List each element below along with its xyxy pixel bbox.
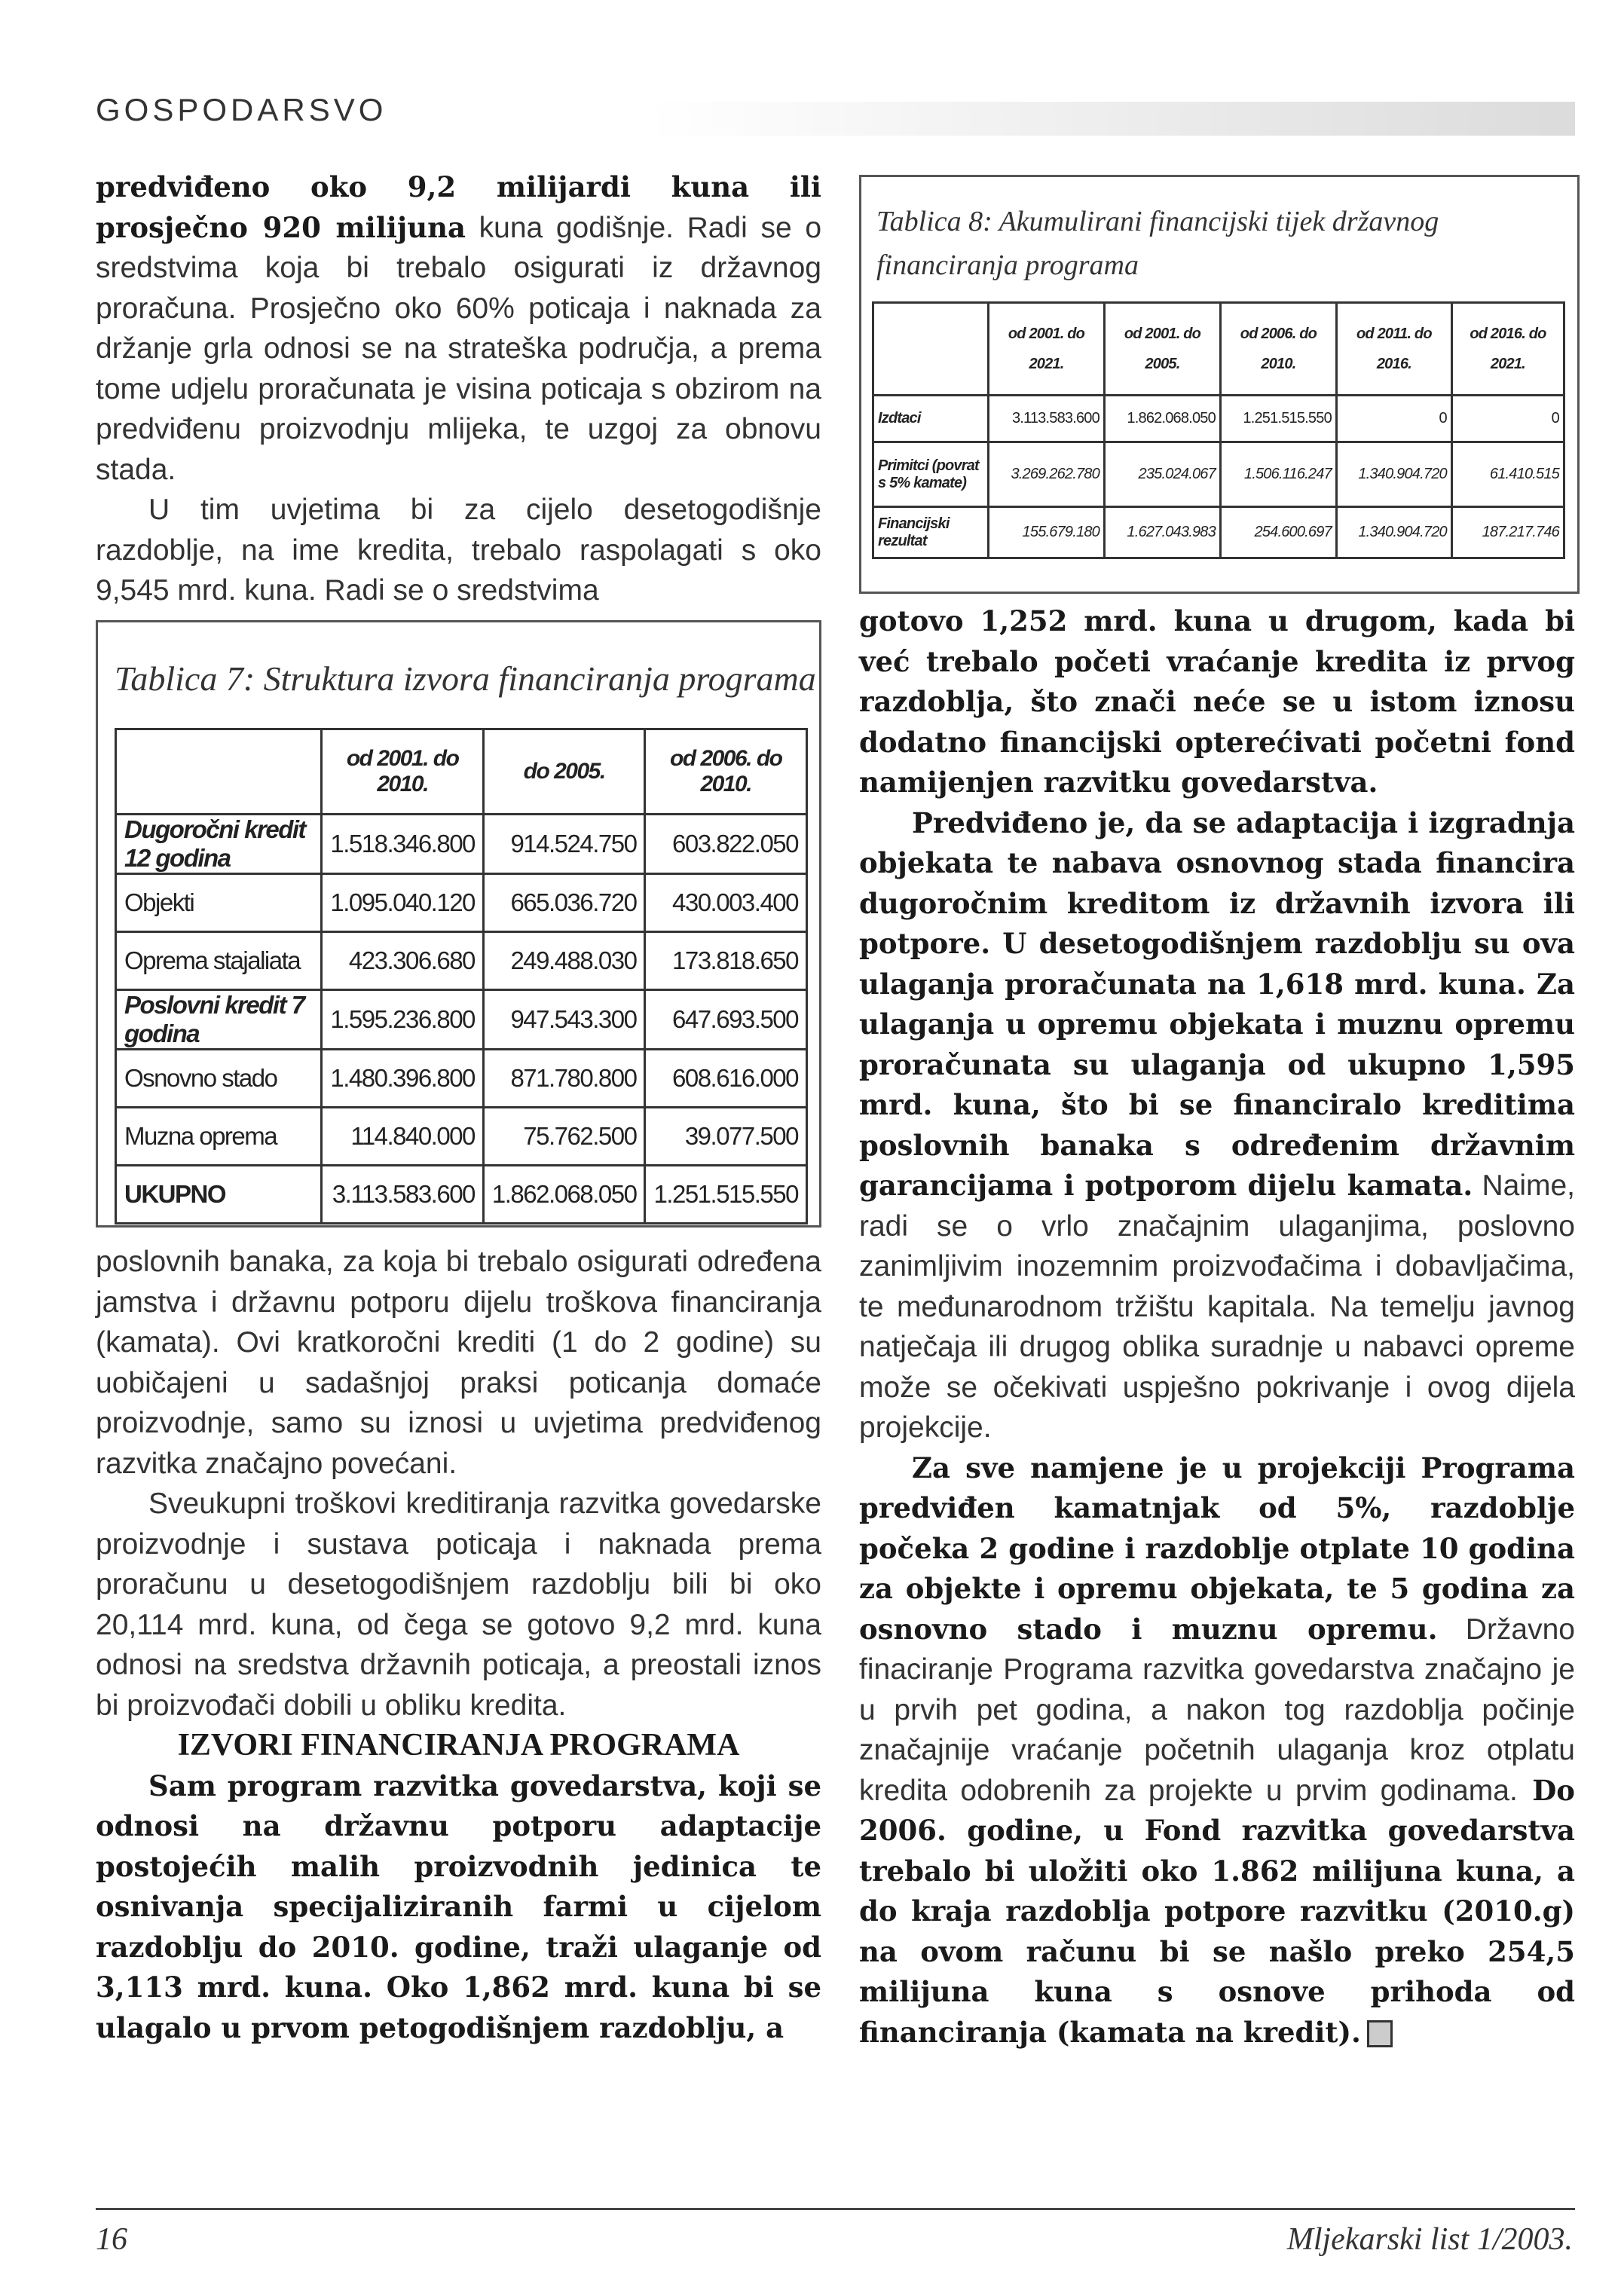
cell: 1.506.116.247	[1220, 442, 1336, 507]
cell: 665.036.720	[483, 874, 645, 932]
table-row	[873, 507, 1564, 558]
cell: 0	[1451, 396, 1564, 442]
cell: 1.251.515.550	[645, 1166, 807, 1224]
paragraph: gotovo 1,252 mrd. kuna u drugom, kada bi već trebalo početi vraćanje kredita iz prvog razdoblja, što znači neće se u istom iznosu dodatno financijski opterećivati početni fond namijenjen razvitku govedarstva.	[859, 604, 1575, 799]
header-cell	[873, 303, 989, 396]
table-8-box	[859, 175, 1580, 594]
table-header-row	[116, 729, 807, 815]
cell: 0	[1336, 396, 1451, 442]
paragraph	[859, 803, 1575, 1448]
header-cell: od 2006. do 2010.	[1220, 303, 1336, 396]
header-cell: od 2001. do 2005.	[1104, 303, 1220, 396]
table-7	[115, 728, 808, 1224]
right-column	[859, 601, 1575, 2053]
cell: 254.600.697	[1220, 507, 1336, 558]
table-row	[873, 396, 1564, 442]
paragraph	[859, 1448, 1575, 2053]
header-cell: od 2006. do 2010.	[645, 729, 807, 815]
table-row	[116, 1108, 807, 1166]
row-label: Osnovno stado	[116, 1050, 322, 1108]
cell: 114.840.000	[322, 1108, 484, 1166]
cell: 1.627.043.983	[1104, 507, 1220, 558]
paragraph: U tim uvjetima bi za cijelo desetogodišnje razdoblje, na ime kredita, trebalo raspolagati s oko 9,545 mrd. kuna. Radi se o sredstvima	[96, 494, 821, 607]
row-label: Primitci (povrat s 5% kamate)	[873, 442, 989, 507]
row-label: Objekti	[116, 874, 322, 932]
text: Državno finaciranje Programa razvitka govedarstva značajno je u prvih pet godina, a nakon tog razdoblja počinje značajnije vraćanje početnih ulaganja kroz otplatu kredita odobrenih za projekte u prvim godinama.	[859, 1613, 1575, 1807]
paragraph	[96, 167, 821, 490]
text: kuna godišnje. Radi se o sredstvima koja bi trebalo osigurati iz državnog proračuna. Prosječno oko 60% poticaja i naknada za držanje grla odnosi se na strateška područja, a prema tome udjelu proračunata je visina poticaja s obzirom na predviđenu proizvodnju mlijeka, te uzgoj za obnovu stada.	[96, 211, 822, 486]
cell: 430.003.400	[645, 874, 807, 932]
cell: 871.780.800	[483, 1050, 645, 1108]
left-column-top	[96, 167, 821, 611]
row-label: Financijski rezultat	[873, 507, 989, 558]
page-number: 16	[96, 2222, 127, 2257]
row-label: Oprema stajaliata	[116, 932, 322, 990]
table-8-title: Tablica 8: Akumulirani financijski tijek državnog financiranja programa	[876, 206, 1439, 281]
table-row	[116, 1050, 807, 1108]
bold-text: Predviđeno je, da se adaptacija i izgradnja objekata te nabava osnovnog stada financira dugoročnim kreditom iz državnih izvora ili potpore. U desetogodišnjem razdoblju su ova ulaganja proračunata na 1,618 mrd. kuna. Za ulaganja u opremu objekata i muznu opremu proračunata su ulaganja od ukupno 1,595 mrd. kuna, što bi se financiralo kreditima poslovnih banaka s određenim državnim garancijama i potporom dijelu kamata.	[859, 806, 1575, 1202]
bold-text: Za sve namjene je u projekciji Programa predviđen kamatnjak od 5%, razdoblje počeka 2 godine i razdoblje otplate 10 godina za objekte i opremu objekata, te 5 godina za osnovno stado i muznu opremu.	[859, 1451, 1575, 1646]
bold-text: Do 2006. godine, u Fond razvitka govedarstva trebalo bi uložiti oko 1.862 milijuna kuna, a do kraja razdoblja potpore razvitku (2010.g) na ovom računu bi se našlo preko 254,5 milijuna kuna s osnove prihoda od financiranja (kamata na kredit).	[859, 1773, 1575, 2049]
row-label: Dugoročni kredit 12 godina	[116, 815, 322, 874]
paragraph: Sveukupni troškovi kreditiranja razvitka govedarske proizvodnje i sustava poticaja i naknada prema proračunu u desetogodišnjem razdoblju bili bi oko 20,114 mrd. kuna, od čega se gotovo 9,2 mrd. kuna odnosi na sredstva državnih poticaja, a preostali iznos bi proizvođači dobili u obliku kredita.	[96, 1487, 821, 1722]
cell: 1.340.904.720	[1336, 442, 1451, 507]
cell: 3.113.583.600	[322, 1166, 484, 1224]
text: Naime, radi se o vrlo značajnim ulaganjima, poslovno zanimljivim inozemnim proizvođačima i dobavljačima, te međunarodnom tržištu kapitala. Na temelju javnog natječaja ili drugog oblika suradnje u nabavci opreme može se očekivati uspješno pokrivanje i ovog dijela projekcije.	[859, 1169, 1575, 1444]
cell: 235.024.067	[1104, 442, 1220, 507]
table-row	[116, 990, 807, 1050]
cell: 1.518.346.800	[322, 815, 484, 874]
table-row	[116, 932, 807, 990]
cell: 1.862.068.050	[483, 1166, 645, 1224]
header-cell: od 2011. do 2016.	[1336, 303, 1451, 396]
cell: 608.616.000	[645, 1050, 807, 1108]
row-label: Poslovni kredit 7 godina	[116, 990, 322, 1050]
section-heading: IZVORI FINANCIRANJA PROGRAMA	[177, 1728, 740, 1763]
table-header-row	[873, 303, 1564, 396]
header-cell: od 2001. do 2021.	[989, 303, 1105, 396]
left-column-bottom	[96, 1242, 821, 2048]
paragraph: poslovnih banaka, za koja bi trebalo osigurati određena jamstva i državnu potporu dijelu troškova financiranja (kamata). Ovi kratkoročni krediti (1 do 2 godine) su uobičajeni u sadašnjoj praksi poticanja domaće proizvodnje, samo su iznosi u uvjetima predviđenog razvitka značajno povećani.	[96, 1246, 821, 1480]
footer-divider	[96, 2208, 1575, 2210]
cell: 1.595.236.800	[322, 990, 484, 1050]
cell: 3.269.262.780	[989, 442, 1105, 507]
cell: 155.679.180	[989, 507, 1105, 558]
paragraph: Sam program razvitka govedarstva, koji se odnosi na državnu potporu adaptacije postojećih malih proizvodnih jedinica te osnivanja specijaliziranih farmi u cijelom razdoblju do 2010. godine, traži ulaganje od 3,113 mrd. kuna. Oko 1,862 mrd. kuna bi se ulagalo u prvom petogodišnjem razdoblju, a	[96, 1769, 821, 2044]
cell: 1.340.904.720	[1336, 507, 1451, 558]
cell: 1.480.396.800	[322, 1050, 484, 1108]
header-cell: od 2001. do 2010.	[322, 729, 484, 815]
end-of-article-icon	[1367, 2020, 1393, 2047]
cell: 61.410.515	[1451, 442, 1564, 507]
table-row	[873, 442, 1564, 507]
table-row	[116, 874, 807, 932]
section-header: GOSPODARSVO	[96, 92, 387, 127]
cell: 1.862.068.050	[1104, 396, 1220, 442]
cell: 1.251.515.550	[1220, 396, 1336, 442]
publication-name: Mljekarski list 1/2003.	[1286, 2222, 1573, 2257]
cell: 39.077.500	[645, 1108, 807, 1166]
cell: 423.306.680	[322, 932, 484, 990]
cell: 1.095.040.120	[322, 874, 484, 932]
cell: 603.822.050	[645, 815, 807, 874]
cell: 947.543.300	[483, 990, 645, 1050]
cell: 75.762.500	[483, 1108, 645, 1166]
cell: 914.524.750	[483, 815, 645, 874]
table-7-box	[96, 620, 821, 1228]
table-row	[116, 815, 807, 874]
row-label: Muzna oprema	[116, 1108, 322, 1166]
table-7-title: Tablica 7: Struktura izvora financiranja programa	[115, 659, 816, 698]
header-shade-bar	[648, 102, 1575, 136]
header-cell: do 2005.	[483, 729, 645, 815]
cell: 249.488.030	[483, 932, 645, 990]
row-label: UKUPNO	[116, 1166, 322, 1224]
bold-text: predviđeno oko 9,2 milijardi kuna ili prosječno 920 milijuna	[96, 170, 821, 244]
cell: 187.217.746	[1451, 507, 1564, 558]
row-label: Izdtaci	[873, 396, 989, 442]
cell: 3.113.583.600	[989, 396, 1105, 442]
header-cell: od 2016. do 2021.	[1451, 303, 1564, 396]
header-cell	[116, 729, 322, 815]
cell: 647.693.500	[645, 990, 807, 1050]
cell: 173.818.650	[645, 932, 807, 990]
table-total-row	[116, 1166, 807, 1224]
table-8	[872, 301, 1565, 559]
